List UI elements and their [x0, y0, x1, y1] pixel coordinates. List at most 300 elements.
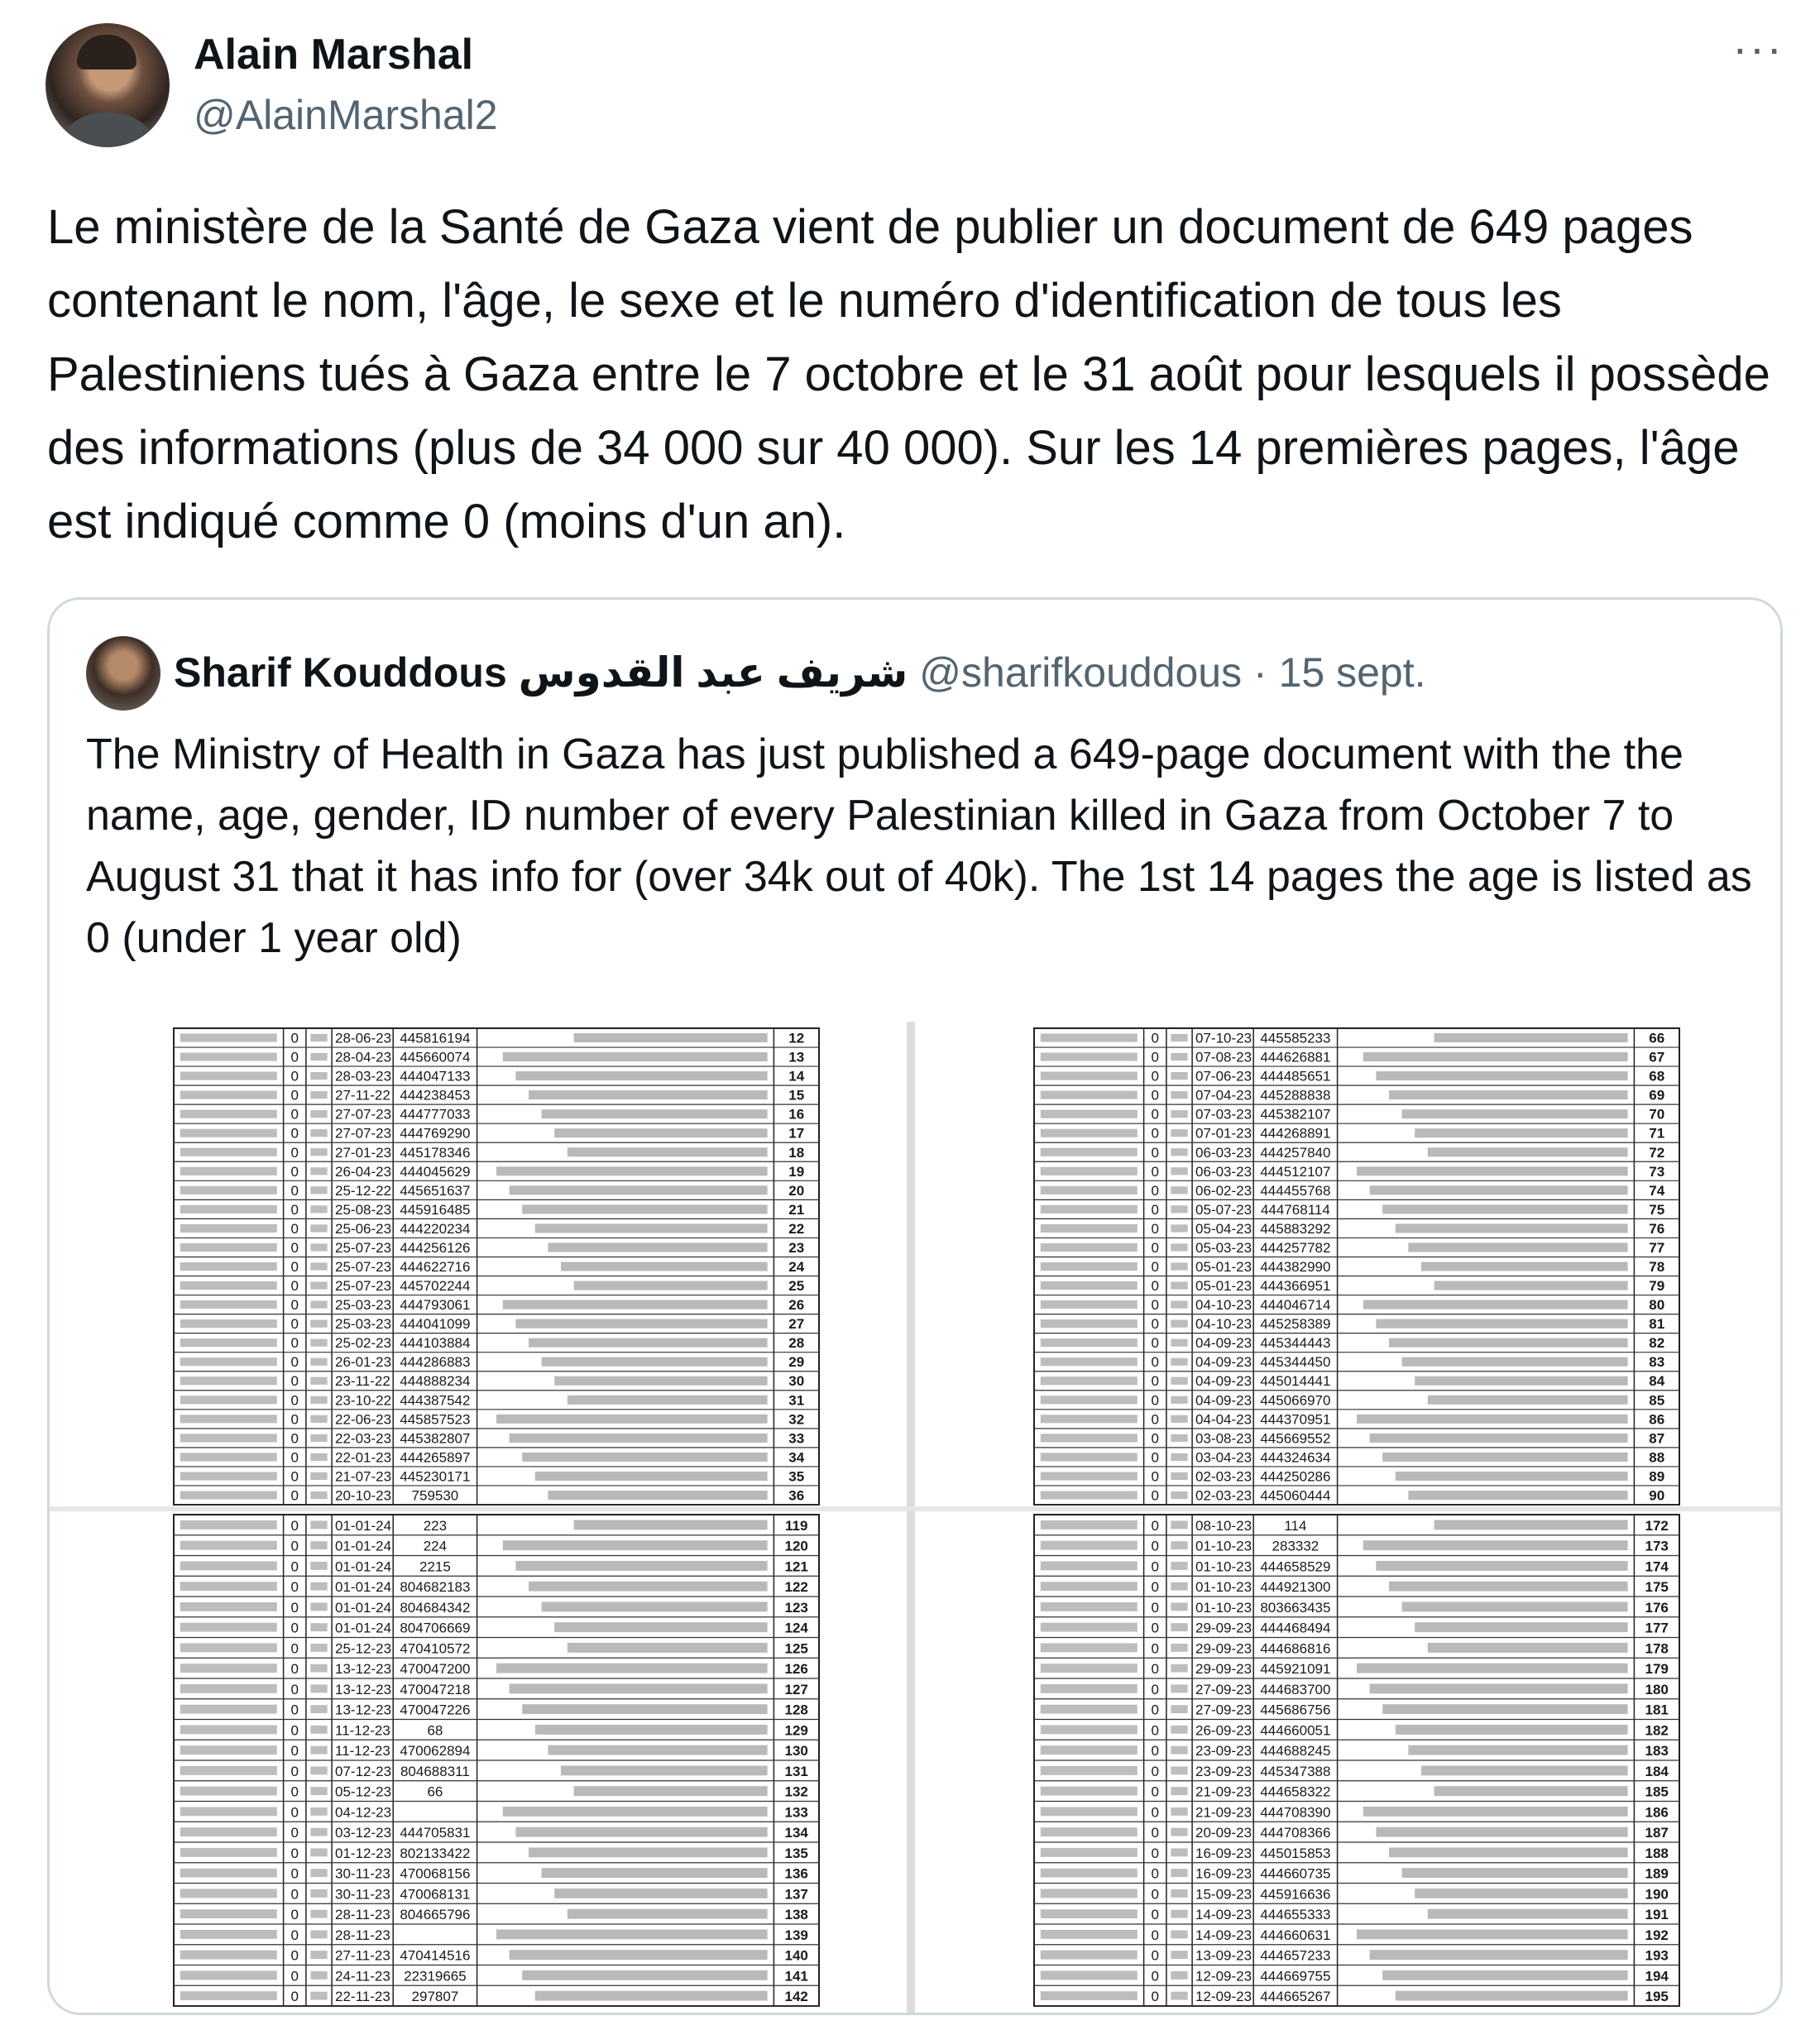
date-cell: 25-06-23 — [335, 1220, 392, 1237]
gender-text-bar — [1171, 1396, 1187, 1404]
name-text-bar — [535, 1472, 768, 1481]
row-number-cell: 192 — [1645, 1927, 1669, 1943]
id-cell: 445686756 — [1260, 1702, 1331, 1718]
name-text-bar — [1415, 1889, 1627, 1898]
author-name[interactable]: Alain Marshal — [194, 31, 474, 79]
row-number-cell: 121 — [784, 1558, 808, 1575]
age-cell: 0 — [290, 1411, 299, 1428]
row-number-cell: 86 — [1649, 1411, 1665, 1428]
name-text-bar — [554, 1889, 767, 1898]
name-text-bar — [1428, 1396, 1628, 1405]
date-cell: 11-12-23 — [335, 1743, 390, 1759]
id-cell: 444286883 — [400, 1354, 471, 1371]
gender-text-bar — [1171, 1541, 1187, 1549]
source-text-bar — [1041, 1807, 1138, 1816]
date-cell: 28-04-23 — [335, 1049, 392, 1065]
age-cell: 0 — [1151, 1163, 1159, 1180]
age-cell: 0 — [290, 1763, 299, 1779]
date-cell: 23-10-22 — [335, 1392, 392, 1409]
row-number-cell: 142 — [784, 1989, 808, 2005]
date-cell: 26-04-23 — [335, 1163, 392, 1180]
quoted-tweet-header — [174, 646, 1426, 699]
gender-text-bar — [1171, 1091, 1187, 1099]
row-number-cell: 76 — [1649, 1220, 1665, 1237]
gender-text-bar — [310, 1562, 327, 1570]
author-handle[interactable]: @AlainMarshal2 — [194, 92, 498, 138]
date-cell: 27-07-23 — [335, 1125, 392, 1142]
age-cell: 0 — [290, 1886, 299, 1903]
row-number-cell: 186 — [1645, 1804, 1669, 1821]
date-cell: 25-02-23 — [335, 1335, 392, 1352]
source-text-bar — [180, 1205, 277, 1214]
name-text-bar — [529, 1847, 768, 1857]
name-text-bar — [515, 1827, 767, 1837]
age-cell: 0 — [290, 1449, 299, 1466]
source-text-bar — [180, 1807, 277, 1816]
gender-text-bar — [1171, 1148, 1187, 1156]
age-cell: 0 — [1151, 1620, 1159, 1636]
source-text-bar — [1041, 1110, 1138, 1118]
source-text-bar — [180, 1186, 277, 1195]
gender-text-bar — [310, 1358, 327, 1366]
age-cell: 0 — [290, 1201, 299, 1218]
source-text-bar — [180, 1033, 277, 1041]
date-cell: 15-09-23 — [1195, 1886, 1252, 1903]
name-text-bar — [515, 1071, 767, 1080]
id-cell: 444220234 — [400, 1220, 471, 1237]
source-text-bar — [1041, 1684, 1138, 1693]
name-text-bar — [1402, 1109, 1628, 1118]
id-cell: 444324634 — [1260, 1449, 1331, 1466]
source-text-bar — [1041, 1951, 1138, 1960]
author-avatar[interactable] — [46, 23, 170, 147]
gender-text-bar — [1171, 1034, 1187, 1041]
name-text-bar — [1402, 1601, 1628, 1611]
age-cell: 0 — [290, 1106, 299, 1123]
name-text-bar — [510, 1185, 768, 1195]
date-cell: 13-12-23 — [335, 1702, 392, 1718]
gender-text-bar — [310, 1339, 327, 1347]
name-text-bar — [1357, 1166, 1628, 1175]
row-number-cell: 35 — [788, 1468, 805, 1485]
id-cell: 283332 — [1272, 1538, 1320, 1554]
date-cell: 04-09-23 — [1195, 1335, 1252, 1352]
id-cell: 444622716 — [400, 1258, 471, 1275]
source-text-bar — [180, 1434, 277, 1442]
id-cell: 444660051 — [1260, 1722, 1331, 1739]
gender-text-bar — [310, 1582, 327, 1591]
source-text-bar — [1041, 1091, 1138, 1099]
age-cell: 0 — [290, 1087, 299, 1104]
id-cell: 22319665 — [404, 1968, 467, 1985]
name-text-bar — [510, 1434, 768, 1443]
name-text-bar — [568, 1396, 768, 1405]
gender-text-bar — [310, 1910, 327, 1918]
name-text-bar — [510, 1683, 768, 1693]
name-text-bar — [554, 1128, 767, 1137]
name-text-bar — [548, 1745, 767, 1755]
source-text-bar — [1041, 1376, 1138, 1385]
date-cell: 01-10-23 — [1195, 1538, 1252, 1554]
age-cell: 0 — [1151, 1487, 1159, 1504]
id-cell: 444045629 — [400, 1163, 471, 1180]
gender-text-bar — [310, 1828, 327, 1836]
gender-text-bar — [310, 1807, 327, 1816]
date-cell: 28-11-23 — [335, 1907, 390, 1923]
age-cell: 0 — [290, 1599, 299, 1616]
date-cell: 25-08-23 — [335, 1201, 392, 1218]
source-text-bar — [180, 1072, 277, 1080]
row-number-cell: 137 — [784, 1886, 808, 1903]
id-cell: 803663435 — [1260, 1599, 1331, 1616]
id-cell: 445066970 — [1260, 1392, 1331, 1409]
age-cell: 0 — [1151, 1783, 1159, 1800]
name-text-bar — [1376, 1071, 1627, 1080]
age-cell: 0 — [290, 1804, 299, 1821]
gender-text-bar — [310, 1091, 327, 1099]
name-text-bar — [529, 1338, 768, 1348]
row-number-cell: 90 — [1649, 1487, 1665, 1504]
source-text-bar — [1041, 1705, 1138, 1714]
age-cell: 0 — [1151, 1661, 1159, 1678]
gender-text-bar — [310, 1992, 327, 2000]
row-number-cell: 33 — [788, 1430, 805, 1447]
id-cell: 802133422 — [400, 1845, 471, 1861]
source-text-bar — [1041, 1472, 1138, 1480]
id-cell: 470068131 — [400, 1886, 471, 1903]
name-text-bar — [529, 1582, 768, 1592]
date-cell: 25-07-23 — [335, 1258, 392, 1275]
id-cell: 445857523 — [400, 1411, 471, 1428]
date-cell: 27-07-23 — [335, 1106, 392, 1123]
date-cell: 25-07-23 — [335, 1239, 392, 1256]
gender-text-bar — [1171, 1746, 1187, 1755]
name-text-bar — [548, 1491, 767, 1500]
age-cell: 0 — [1151, 1049, 1159, 1065]
date-cell: 02-03-23 — [1195, 1487, 1252, 1504]
age-cell: 0 — [290, 1468, 299, 1485]
name-text-bar — [1370, 1185, 1628, 1195]
name-text-bar — [1382, 1453, 1627, 1462]
quoted-tweet-text: The Ministry of Health in Gaza has just published a 649-page document with the the name, age, gender, ID number of every Palestinian killed in Gaza from October 7 to August 31 that it has info for (over 34k out of 40k). The 1st 14 pages the age is listed as 0 (under 1 year old) — [86, 730, 1752, 962]
source-text-bar — [1041, 1224, 1138, 1233]
date-cell: 01-10-23 — [1195, 1579, 1252, 1596]
date-cell: 22-01-23 — [335, 1449, 392, 1466]
date-cell: 28-06-23 — [335, 1030, 392, 1046]
name-text-bar — [1421, 1765, 1628, 1775]
source-text-bar — [1041, 1827, 1138, 1836]
id-cell: 445344443 — [1260, 1335, 1331, 1352]
source-text-bar — [1041, 1072, 1138, 1080]
date-cell: 04-09-23 — [1195, 1354, 1252, 1371]
row-number-cell: 20 — [788, 1182, 805, 1199]
row-number-cell: 177 — [1645, 1620, 1669, 1636]
row-number-cell: 140 — [784, 1947, 808, 1964]
age-cell: 0 — [290, 1258, 299, 1275]
date-cell: 12-09-23 — [1195, 1968, 1252, 1985]
row-number-cell: 18 — [788, 1144, 805, 1161]
document-screenshot-image[interactable] — [50, 1022, 1780, 2013]
name-text-bar — [1376, 1827, 1627, 1837]
gender-text-bar — [310, 1034, 327, 1041]
name-text-bar — [1396, 1472, 1628, 1481]
source-text-bar — [180, 1091, 277, 1099]
row-number-cell: 123 — [784, 1599, 808, 1616]
age-cell: 0 — [290, 1335, 299, 1352]
age-cell: 0 — [1151, 1182, 1159, 1199]
quoted-author-avatar[interactable] — [86, 636, 160, 711]
name-text-bar — [1382, 1704, 1627, 1714]
row-number-cell: 28 — [788, 1335, 805, 1352]
row-number-cell: 72 — [1649, 1144, 1665, 1161]
age-cell: 0 — [1151, 1517, 1159, 1534]
date-cell: 04-12-23 — [335, 1804, 392, 1821]
id-cell: 444688245 — [1260, 1743, 1331, 1759]
date-cell: 30-11-23 — [335, 1865, 390, 1882]
date-cell: 16-09-23 — [1195, 1865, 1252, 1882]
row-number-cell: 191 — [1645, 1907, 1669, 1923]
id-cell: 444769290 — [400, 1125, 471, 1142]
source-text-bar — [1041, 1541, 1138, 1550]
source-text-bar — [180, 1541, 277, 1550]
row-number-cell: 74 — [1649, 1182, 1665, 1199]
name-text-bar — [542, 1601, 768, 1611]
row-number-cell: 82 — [1649, 1335, 1665, 1352]
id-cell: 444705831 — [400, 1825, 471, 1841]
gender-text-bar — [310, 1148, 327, 1156]
gender-text-bar — [1171, 1186, 1187, 1194]
date-cell: 26-09-23 — [1195, 1722, 1252, 1739]
row-number-cell: 32 — [788, 1411, 805, 1428]
date-cell: 28-11-23 — [335, 1927, 390, 1943]
row-number-cell: 134 — [784, 1825, 808, 1841]
id-cell: 444708390 — [1260, 1804, 1331, 1821]
age-cell: 0 — [290, 1297, 299, 1314]
date-cell: 01-10-23 — [1195, 1558, 1252, 1575]
name-text-bar — [1434, 1786, 1628, 1796]
source-text-bar — [180, 1396, 277, 1404]
gender-text-bar — [310, 1262, 327, 1270]
id-cell: 445651637 — [400, 1182, 471, 1199]
avatar-shoulder — [54, 113, 161, 147]
source-text-bar — [1041, 1129, 1138, 1137]
date-cell: 04-10-23 — [1195, 1316, 1252, 1333]
source-text-bar — [1041, 1889, 1138, 1898]
row-number-cell: 13 — [788, 1049, 805, 1065]
id-cell: 445060444 — [1260, 1487, 1331, 1504]
source-text-bar — [180, 1129, 277, 1137]
name-text-bar — [568, 1909, 768, 1919]
source-text-bar — [180, 1705, 277, 1714]
age-cell: 0 — [1151, 1907, 1159, 1923]
row-number-cell: 194 — [1645, 1968, 1669, 1985]
id-cell: 444768114 — [1260, 1201, 1330, 1218]
age-cell: 0 — [1151, 1220, 1159, 1237]
age-cell: 0 — [1151, 1468, 1159, 1485]
name-text-bar — [1421, 1262, 1628, 1271]
table-panel-bottom-right — [1034, 1515, 1679, 2006]
row-number-cell: 21 — [788, 1201, 805, 1218]
row-number-cell: 176 — [1645, 1599, 1669, 1616]
source-text-bar — [180, 1520, 277, 1530]
row-number-cell: 119 — [784, 1517, 808, 1534]
age-cell: 0 — [290, 1125, 299, 1142]
quoted-date[interactable]: 15 sept. — [1278, 649, 1426, 696]
name-text-bar — [568, 1147, 768, 1156]
date-cell: 04-04-23 — [1195, 1411, 1252, 1428]
gender-text-bar — [310, 1971, 327, 1980]
date-cell: 01-01-24 — [335, 1579, 392, 1596]
table-panel-top-left — [174, 1028, 819, 1505]
source-text-bar — [180, 1725, 277, 1734]
id-cell: 444257782 — [1260, 1239, 1331, 1256]
date-cell: 01-01-24 — [335, 1517, 392, 1534]
age-cell: 0 — [1151, 1722, 1159, 1739]
age-cell: 0 — [290, 1068, 299, 1084]
name-text-bar — [1402, 1357, 1628, 1367]
source-text-bar — [180, 1582, 277, 1591]
gender-text-bar — [1171, 1262, 1187, 1270]
row-number-cell: 180 — [1645, 1681, 1669, 1697]
avatar-hair — [77, 35, 136, 69]
quoted-tweet-card[interactable] — [47, 597, 1783, 2015]
row-number-cell: 83 — [1649, 1354, 1665, 1371]
date-cell: 02-03-23 — [1195, 1468, 1252, 1485]
gender-text-bar — [310, 1951, 327, 1959]
age-cell: 0 — [1151, 1743, 1159, 1759]
age-cell: 0 — [1151, 1125, 1159, 1142]
source-text-bar — [180, 1930, 277, 1939]
date-cell: 21-09-23 — [1195, 1783, 1252, 1800]
age-cell: 0 — [1151, 1201, 1159, 1218]
source-text-bar — [1041, 1909, 1138, 1918]
row-number-cell: 128 — [784, 1702, 808, 1718]
name-text-bar — [561, 1262, 768, 1271]
row-number-cell: 30 — [788, 1373, 805, 1390]
age-cell: 0 — [1151, 1558, 1159, 1575]
age-cell: 0 — [1151, 1825, 1159, 1841]
age-cell: 0 — [290, 1865, 299, 1882]
quoted-author-name[interactable]: Sharif Kouddous شريف عبد القدوس — [174, 649, 908, 696]
source-text-bar — [1041, 1602, 1138, 1611]
row-number-cell: 68 — [1649, 1068, 1665, 1084]
age-cell: 0 — [1151, 1430, 1159, 1447]
row-number-cell: 185 — [1645, 1783, 1669, 1800]
name-text-bar — [1357, 1415, 1628, 1424]
source-text-bar — [1041, 1991, 1138, 2000]
age-cell: 0 — [290, 1743, 299, 1759]
gender-text-bar — [1171, 1562, 1187, 1570]
row-number-cell: 14 — [788, 1068, 805, 1084]
age-cell: 0 — [1151, 1373, 1159, 1390]
age-cell: 0 — [1151, 1804, 1159, 1821]
row-number-cell: 69 — [1649, 1087, 1665, 1104]
age-cell: 0 — [290, 1783, 299, 1800]
quoted-author-handle[interactable]: @sharifkouddous — [919, 649, 1243, 696]
id-cell: 2215 — [419, 1558, 451, 1575]
id-cell: 114 — [1284, 1517, 1307, 1534]
date-cell: 13-12-23 — [335, 1661, 392, 1678]
age-cell: 0 — [1151, 1968, 1159, 1985]
row-number-cell: 12 — [788, 1030, 805, 1046]
row-number-cell: 172 — [1645, 1517, 1669, 1534]
date-cell: 06-03-23 — [1195, 1163, 1252, 1180]
age-cell: 0 — [1151, 1763, 1159, 1779]
gender-text-bar — [1171, 1951, 1187, 1959]
id-cell: 224 — [423, 1538, 448, 1554]
date-cell: 22-06-23 — [335, 1411, 392, 1428]
date-cell: 27-09-23 — [1195, 1681, 1252, 1697]
age-cell: 0 — [290, 1030, 299, 1046]
source-text-bar — [180, 1415, 277, 1423]
age-cell: 0 — [290, 1430, 299, 1447]
age-cell: 0 — [1151, 1538, 1159, 1554]
age-cell: 0 — [290, 1220, 299, 1237]
age-cell: 0 — [290, 1278, 299, 1295]
age-cell: 0 — [1151, 1278, 1159, 1295]
gender-text-bar — [310, 1930, 327, 1938]
name-text-bar — [535, 1223, 768, 1233]
id-cell: 444265897 — [400, 1449, 471, 1466]
table-panel-bottom-left — [174, 1515, 819, 2006]
id-cell: 804688311 — [400, 1763, 470, 1779]
id-cell: 297807 — [411, 1989, 459, 2005]
row-number-cell: 131 — [784, 1763, 808, 1779]
quoted-separator: · — [1253, 649, 1267, 696]
id-cell: 444657233 — [1260, 1947, 1331, 1964]
date-cell: 07-12-23 — [335, 1763, 392, 1779]
age-cell: 0 — [1151, 1030, 1159, 1046]
id-cell: 444468494 — [1260, 1620, 1331, 1636]
name-text-bar — [574, 1520, 768, 1530]
id-cell: 444686816 — [1260, 1640, 1331, 1657]
row-number-cell: 25 — [788, 1278, 805, 1295]
id-cell: 444485651 — [1260, 1068, 1331, 1084]
id-cell: 804684342 — [400, 1599, 471, 1616]
gender-text-bar — [310, 1766, 327, 1774]
source-text-bar — [1041, 1396, 1138, 1404]
age-cell: 0 — [290, 1182, 299, 1199]
source-text-bar — [1041, 1205, 1138, 1214]
age-cell: 0 — [1151, 1354, 1159, 1371]
id-cell: 444047133 — [400, 1068, 471, 1084]
date-cell: 07-04-23 — [1195, 1087, 1252, 1104]
age-cell: 0 — [1151, 1087, 1159, 1104]
row-number-cell: 36 — [788, 1487, 805, 1504]
age-cell: 0 — [1151, 1144, 1159, 1161]
age-cell: 0 — [1151, 1947, 1159, 1964]
row-number-cell: 22 — [788, 1220, 805, 1237]
id-cell: 804665796 — [400, 1907, 471, 1923]
date-cell: 20-09-23 — [1195, 1825, 1252, 1841]
tweet-text: Le ministère de la Santé de Gaza vient de publier un document de 649 pages contenant le nom, l'âge, le sexe et le numéro d'identification de tous les Palestiniens tués à Gaza entre le 7 octobre et le 31 août pour lesquels il possède des informations (plus de 34 000 sur 40 000). Sur les 14 premières pages, l'âge est indiqué comme 0 (moins d'un an). — [47, 200, 1770, 548]
row-number-cell: 80 — [1649, 1297, 1665, 1314]
source-text-bar — [1041, 1262, 1138, 1271]
id-cell: 68 — [427, 1722, 443, 1739]
source-text-bar — [180, 1745, 277, 1755]
age-cell: 0 — [1151, 1297, 1159, 1314]
date-cell: 05-01-23 — [1195, 1278, 1252, 1295]
gender-text-bar — [1171, 1582, 1187, 1591]
date-cell: 04-09-23 — [1195, 1373, 1252, 1390]
source-text-bar — [180, 1338, 277, 1347]
gender-text-bar — [310, 1491, 327, 1499]
row-number-cell: 122 — [784, 1579, 808, 1596]
id-cell: 445015853 — [1260, 1845, 1331, 1861]
source-text-bar — [180, 1300, 277, 1309]
more-options-icon[interactable]: ··· — [1732, 22, 1784, 74]
source-text-bar — [1041, 1453, 1138, 1461]
